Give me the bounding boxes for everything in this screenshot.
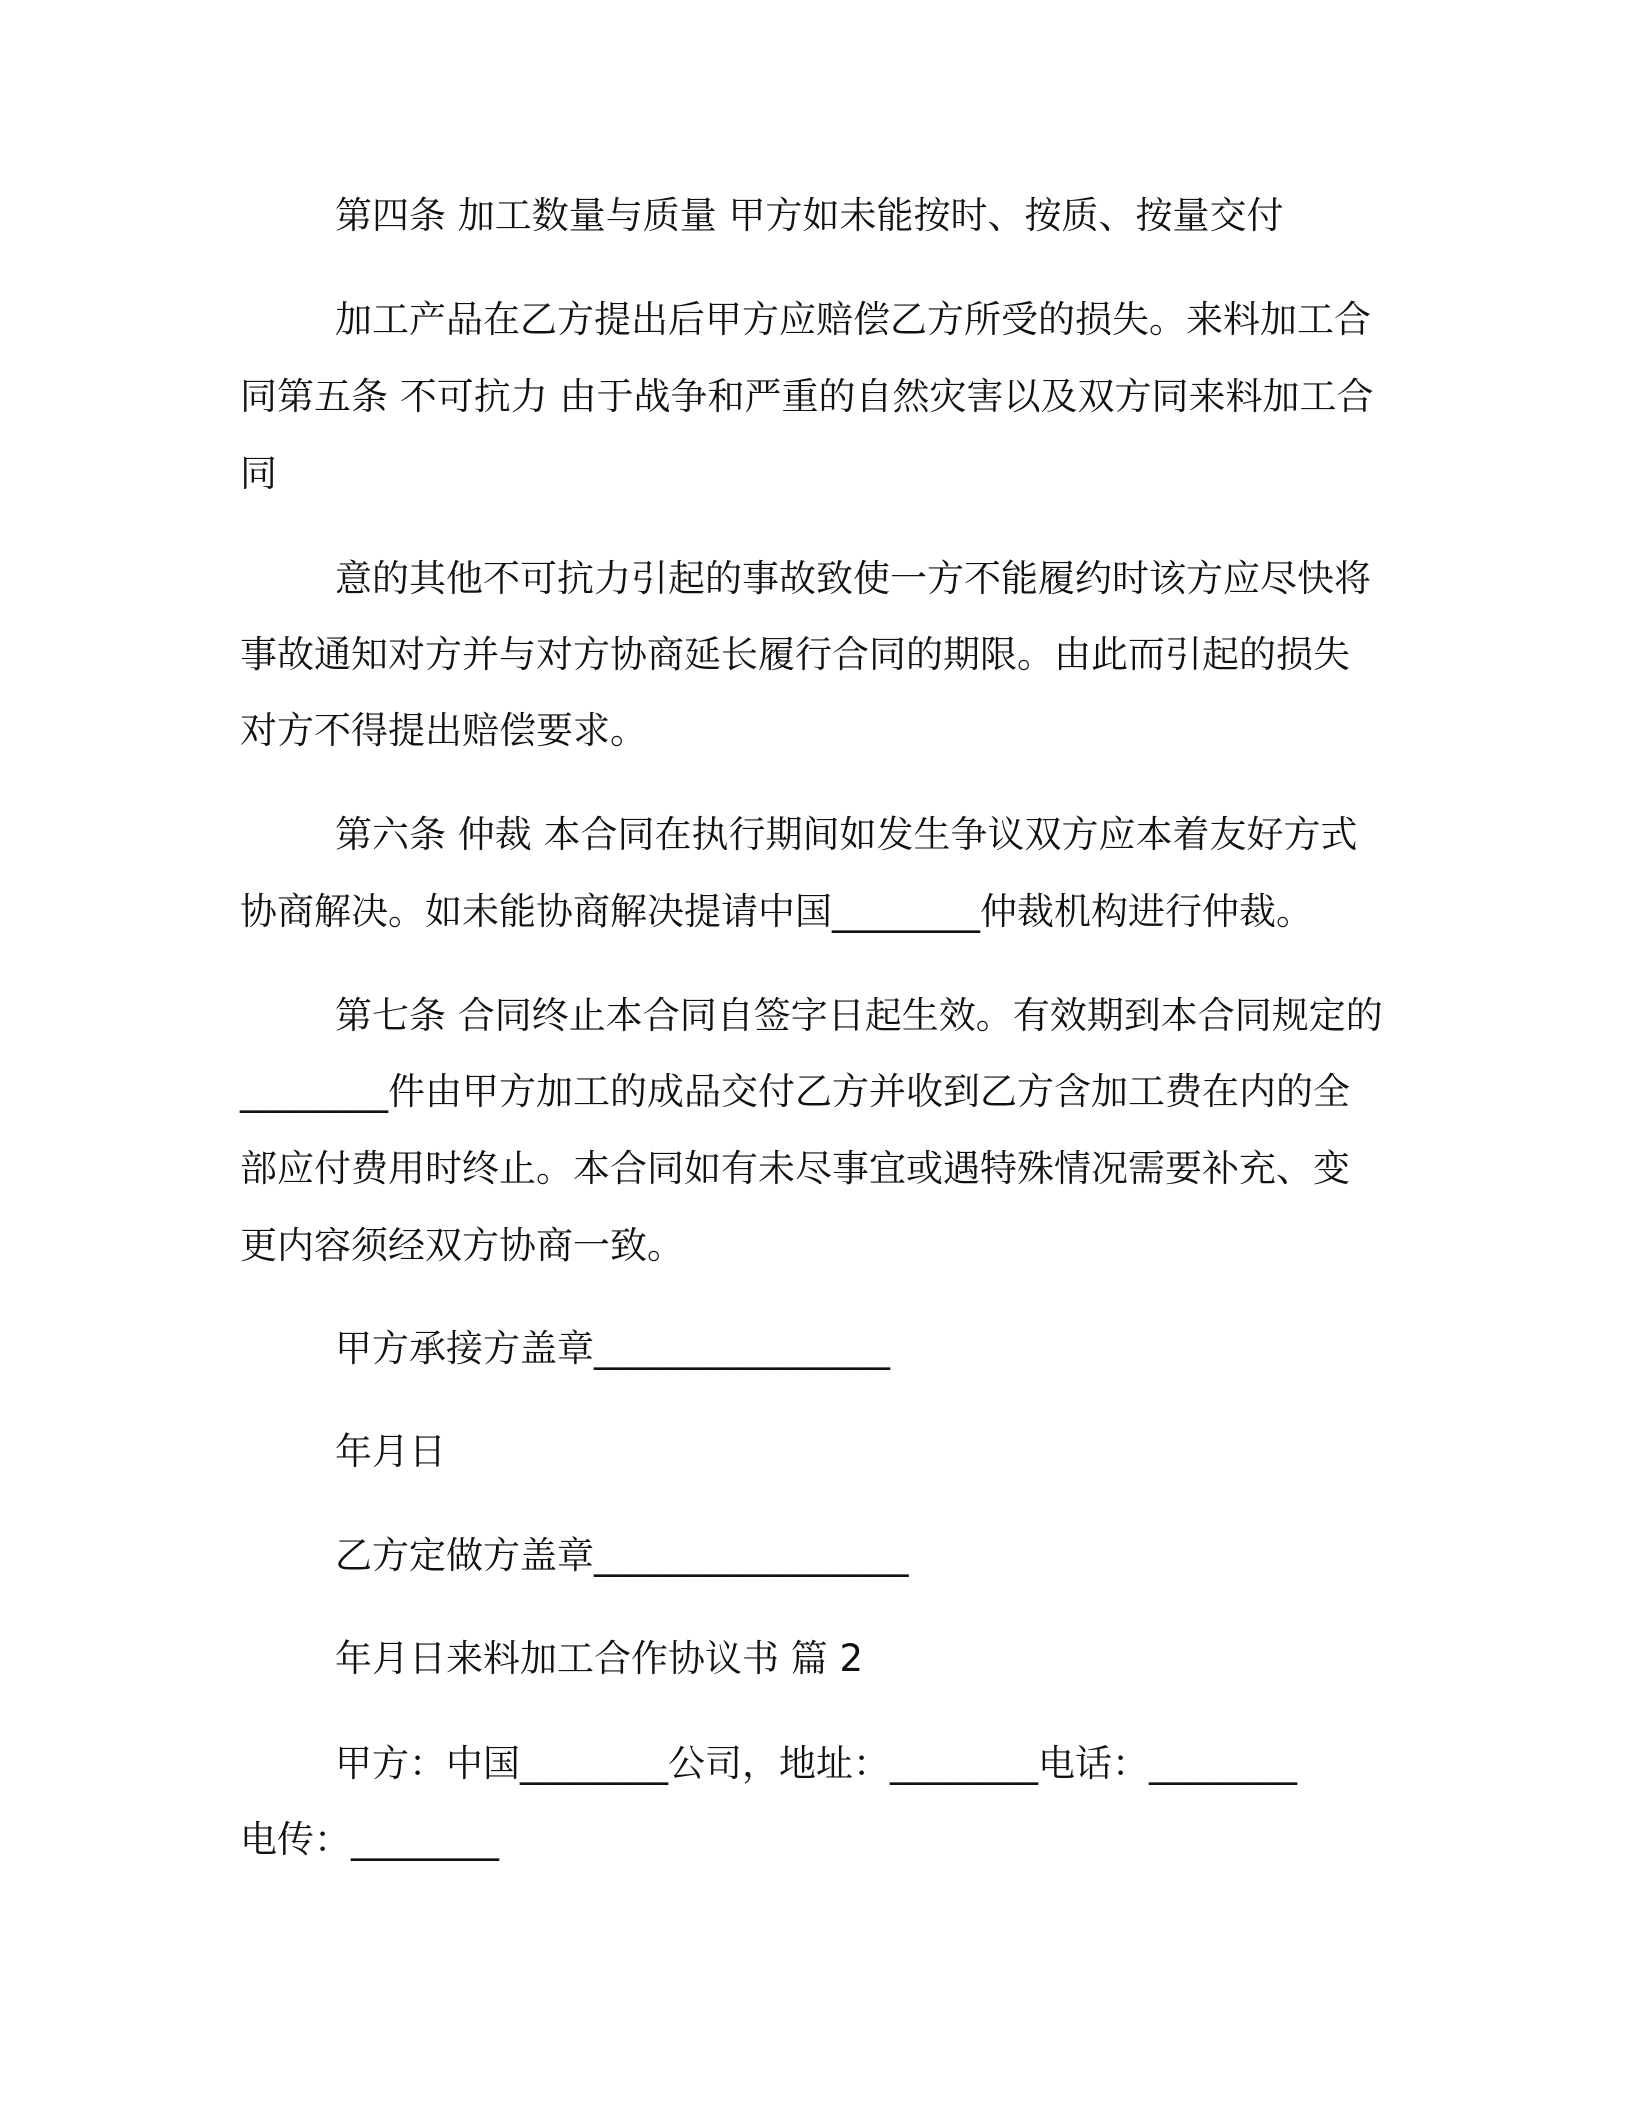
article-6-line-1: 第六条 仲裁 本合同在执行期间如发生争议双方应本着友好方式 [335, 813, 1358, 856]
article-4-line-1: 第四条 加工数量与质量 甲方如未能按时、按质、按量交付 [335, 194, 1284, 237]
article-5-cont-line-3: 对方不得提出赔偿要求。 [240, 709, 647, 752]
party-a-seal-line: 甲方承接方盖章________________ [335, 1327, 890, 1370]
article-4-5-line-2: 同第五条 不可抗力 由于战争和严重的自然灾害以及双方同来料加工合 [240, 375, 1374, 418]
party-a-info-line-1: 甲方：中国________公司，地址：________电话：________ [335, 1742, 1297, 1785]
article-5-cont-line-2: 事故通知对方并与对方协商延长履行合同的期限。由此而引起的损失 [240, 633, 1350, 676]
article-6-line-2: 协商解决。如未能协商解决提请中国________仲裁机构进行仲裁。 [240, 890, 1313, 933]
article-7-line-2: ________件由甲方加工的成品交付乙方并收到乙方含加工费在内的全 [240, 1070, 1350, 1113]
date-line-1: 年月日 [335, 1430, 446, 1473]
article-4-5-line-1: 加工产品在乙方提出后甲方应赔偿乙方所受的损失。来料加工合 [335, 298, 1371, 341]
article-7-line-1: 第七条 合同终止本合同自签字日起生效。有效期到本合同规定的 [335, 994, 1383, 1037]
article-7-line-3: 部应付费用时终止。本合同如有未尽事宜或遇特殊情况需要补充、变 [240, 1147, 1350, 1190]
article-4-5-line-3: 同 [240, 452, 277, 495]
party-a-info-line-2: 电传：________ [240, 1818, 499, 1861]
article-5-cont-line-1: 意的其他不可抗力引起的事故致使一方不能履约时该方应尽快将 [335, 557, 1371, 600]
article-7-line-4: 更内容须经双方协商一致。 [240, 1224, 684, 1267]
section-2-title: 年月日来料加工合作协议书 篇 2 [335, 1637, 864, 1680]
party-b-seal-line: 乙方定做方盖章_________________ [335, 1534, 909, 1577]
